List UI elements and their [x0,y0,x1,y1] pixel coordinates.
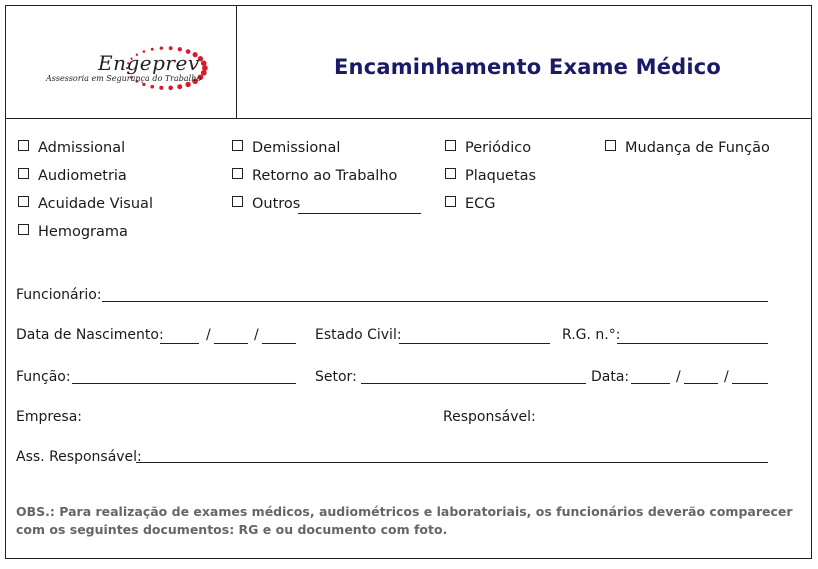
obs-text: Para realização de exames médicos, audiométricos e laboratoriais, os funcionários deverão comparecer com os seguintes documentos: RG e ou documento com foto. [16,504,793,537]
checkbox-outros[interactable] [232,196,300,212]
ass-responsavel-label: Ass. Responsável: [16,449,142,465]
data-month-line[interactable] [684,383,718,384]
checkbox-periodico[interactable] [445,140,531,156]
checkbox-acuidade-visual[interactable] [18,196,153,212]
checkbox-box[interactable] [18,196,29,207]
checkbox-label: Periódico [465,140,532,156]
date-slash: / [676,369,681,385]
logo-dot [168,86,173,91]
data-label: Data: [591,369,630,385]
checkbox-hemograma[interactable] [18,224,128,240]
logo-dot [160,46,163,49]
checkbox-demissional[interactable] [232,140,340,156]
logo-divider [236,6,237,118]
funcao-line[interactable] [72,383,296,384]
checkbox-ecg[interactable] [445,196,496,212]
date-slash: / [206,327,211,343]
checkbox-box[interactable] [232,196,243,207]
checkbox-label: Mudança de Função [625,140,770,156]
setor-line[interactable] [361,383,586,384]
checkbox-label: Outros [252,196,301,212]
logo-dot [202,65,208,71]
checkbox-label: Demissional [252,140,341,156]
data-year-line[interactable] [732,383,768,384]
checkbox-box[interactable] [605,140,616,151]
checkbox-box[interactable] [18,224,29,235]
outros-line[interactable] [298,213,421,214]
data-day-line[interactable] [631,383,670,384]
logo-dot [142,83,145,86]
funcao-label: Função: [16,369,71,385]
referral-form [5,5,812,559]
logo-tagline: Assessoria em Segurança do Trabalho [46,74,202,83]
checkbox-box[interactable] [232,140,243,151]
checkbox-admissional[interactable] [18,140,125,156]
checkbox-label: Audiometria [38,168,127,184]
empresa-label: Empresa: [16,409,83,425]
estado-civil-label: Estado Civil: [315,327,402,343]
nascimento-month-line[interactable] [214,343,248,344]
logo-dot [177,84,182,89]
checkbox-label: Admissional [38,140,126,156]
logo-dot [159,86,163,90]
checkbox-audiometria[interactable] [18,168,127,184]
checkbox-label: Plaquetas [465,168,537,184]
checkbox-box[interactable] [445,196,456,207]
ass-responsavel-line[interactable] [136,462,768,463]
nascimento-year-line[interactable] [262,343,296,344]
checkbox-box[interactable] [445,140,456,151]
obs-label: OBS.: [16,504,55,519]
logo-dot [169,46,173,50]
logo-name: Engeprev [98,51,200,75]
checkbox-plaquetas[interactable] [445,168,536,184]
checkbox-box[interactable] [18,140,29,151]
nascimento-day-line[interactable] [160,343,199,344]
logo-dot [201,60,207,66]
estado-civil-line[interactable] [399,343,550,344]
checkbox-label: Acuidade Visual [38,196,153,212]
funcionario-line[interactable] [102,301,768,302]
checkbox-mudanca-funcao[interactable] [605,140,770,156]
checkbox-box[interactable] [445,168,456,179]
rg-label: R.G. n.°: [562,327,621,343]
checkbox-label: Hemograma [38,224,128,240]
obs-note [16,503,796,539]
header-divider [6,118,811,119]
date-slash: / [724,369,729,385]
date-slash: / [254,327,259,343]
page-title: Encaminhamento Exame Médico [334,55,722,79]
funcionario-label: Funcionário: [16,287,102,303]
responsavel-label: Responsável: [443,409,536,425]
rg-line[interactable] [617,343,768,344]
checkbox-label: Retorno ao Trabalho [252,168,398,184]
checkbox-label: ECG [465,196,496,212]
setor-label: Setor: [315,369,357,385]
logo-dot [150,85,154,89]
checkbox-retorno-trabalho[interactable] [232,168,397,184]
checkbox-box[interactable] [18,168,29,179]
checkbox-box[interactable] [232,168,243,179]
data-nascimento-label: Data de Nascimento: [16,327,164,343]
